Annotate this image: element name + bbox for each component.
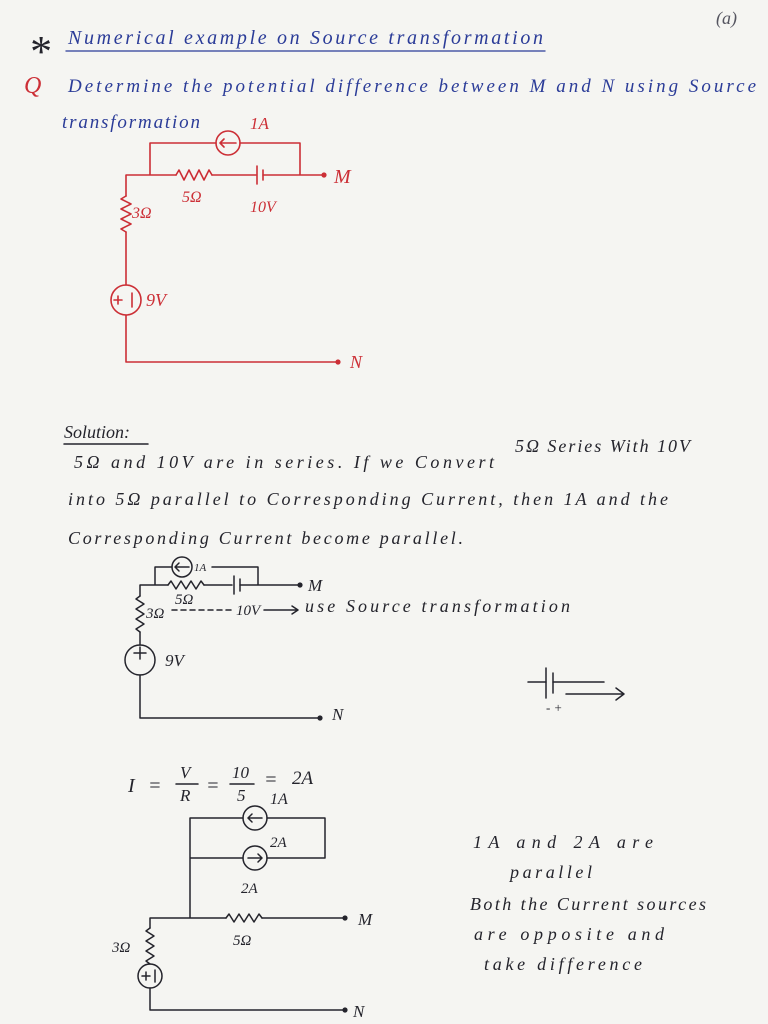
- arrow-right-icon: [566, 688, 624, 700]
- source-1-label: 1A: [270, 791, 288, 808]
- voltage-source-label: 9V: [146, 290, 166, 310]
- left-resistor-label: 3Ω: [132, 205, 152, 222]
- formula-result: 2A: [292, 768, 314, 789]
- voltage-source-label: 9V: [165, 651, 184, 670]
- page-corner-label: (a): [716, 8, 737, 28]
- resistor-icon: [146, 928, 154, 964]
- circuit-2-wires: [140, 567, 318, 718]
- source-2-label: 2A: [270, 835, 287, 851]
- arrow-left-icon: [175, 563, 189, 571]
- transformation-note: use Source transformation: [305, 596, 570, 616]
- solution-line-3: Corresponding Current become parallel.: [68, 528, 464, 548]
- battery-sketch: [528, 668, 624, 715]
- question-line-1: Determine the potential difference between M and N using Source: [68, 76, 757, 97]
- battery-icon: [257, 166, 263, 184]
- circuit-1-wires: [126, 143, 336, 362]
- solution-heading: Solution:: [64, 422, 130, 442]
- voltage-source-icon: [111, 285, 141, 315]
- battery-icon: [234, 576, 240, 594]
- voltage-source-icon: [138, 964, 162, 988]
- formula-equals: =: [264, 769, 278, 791]
- battery-label: 10V: [250, 199, 276, 216]
- question-line-2: transformation: [62, 112, 200, 133]
- terminal-dot: [335, 359, 340, 364]
- circuit-3: [111, 791, 373, 1021]
- current-source-label: 1A: [250, 114, 269, 133]
- terminal-dot: [297, 582, 302, 587]
- note-line-2: parallel: [510, 862, 592, 882]
- resistor-icon: [121, 196, 131, 232]
- terminal-bottom-label: N: [353, 1002, 365, 1021]
- series-resistor-label: 5Ω: [175, 592, 194, 608]
- formula-numerator-2: 10: [232, 763, 249, 782]
- header-title: Numerical example on Source transformation: [68, 27, 543, 49]
- arrow-right-icon: [264, 606, 298, 614]
- note-line-3: Both the Current sources: [470, 894, 706, 914]
- resistor-icon: [176, 170, 212, 180]
- resistor-icon: [226, 914, 262, 922]
- terminal-top-label: M: [358, 910, 373, 929]
- note-line-4: are opposite and: [474, 924, 664, 944]
- question-marker: Q: [24, 73, 42, 99]
- series-resistor-label: 5Ω: [233, 933, 252, 949]
- note-line-5: take difference: [484, 954, 642, 974]
- formula-lhs: I: [128, 775, 135, 797]
- left-resistor-label: 3Ω: [146, 606, 165, 622]
- side-notes: [470, 832, 706, 974]
- terminal-dot: [342, 915, 347, 920]
- formula-denominator-2: 5: [237, 786, 246, 805]
- arrow-left-icon: [248, 814, 262, 822]
- plus-icon: [134, 647, 146, 659]
- current-source-icon: [172, 557, 192, 577]
- battery-icon: [546, 668, 553, 698]
- solution-line-1a: 5Ω and 10V are in series. If we Convert: [74, 452, 494, 472]
- polarity-icon: [142, 970, 155, 982]
- series-resistor-label: 5Ω: [182, 189, 202, 206]
- terminal-bottom-label: N: [350, 352, 363, 372]
- formula-equals: =: [148, 775, 162, 797]
- current-source-icon: [216, 131, 240, 155]
- terminal-dot: [321, 172, 326, 177]
- header-bullet-icon: *: [28, 27, 50, 76]
- question: [24, 73, 756, 133]
- solution-line-2: into 5Ω parallel to Corresponding Current, then 1A and the: [68, 489, 668, 509]
- left-resistor-label: 3Ω: [112, 940, 131, 956]
- voltage-source-icon: [125, 645, 155, 675]
- terminal-top-label: M: [308, 576, 323, 595]
- polarity-icon: [114, 293, 132, 307]
- solution-line-1b: 5Ω Series With 10V: [515, 436, 690, 456]
- current-source-icon: [243, 846, 267, 870]
- arrow-right-icon: [248, 854, 262, 862]
- solution: [64, 422, 692, 548]
- source-2-label-below: 2A: [241, 881, 258, 897]
- resistor-icon: [136, 596, 144, 632]
- formula-numerator-1: V: [180, 763, 191, 782]
- arrow-left-icon: [220, 139, 236, 147]
- terminal-dot: [317, 715, 322, 720]
- battery-polarity-label: - +: [546, 700, 563, 715]
- terminal-top-label: M: [334, 166, 351, 188]
- resistor-icon: [168, 581, 204, 589]
- formula-denominator-1: R: [180, 786, 191, 805]
- circuit-1: [111, 114, 363, 372]
- terminal-bottom-label: N: [332, 705, 344, 724]
- terminal-dot: [342, 1007, 347, 1012]
- circuit-2: [125, 557, 570, 724]
- current-source-label: 1A: [194, 562, 207, 574]
- battery-label: 10V: [236, 603, 261, 619]
- header: [28, 27, 545, 76]
- circuit-3-wires: [150, 818, 343, 1010]
- formula-equals: =: [206, 775, 220, 797]
- note-line-1: 1A and 2A are: [473, 832, 653, 852]
- current-source-icon: [243, 806, 267, 830]
